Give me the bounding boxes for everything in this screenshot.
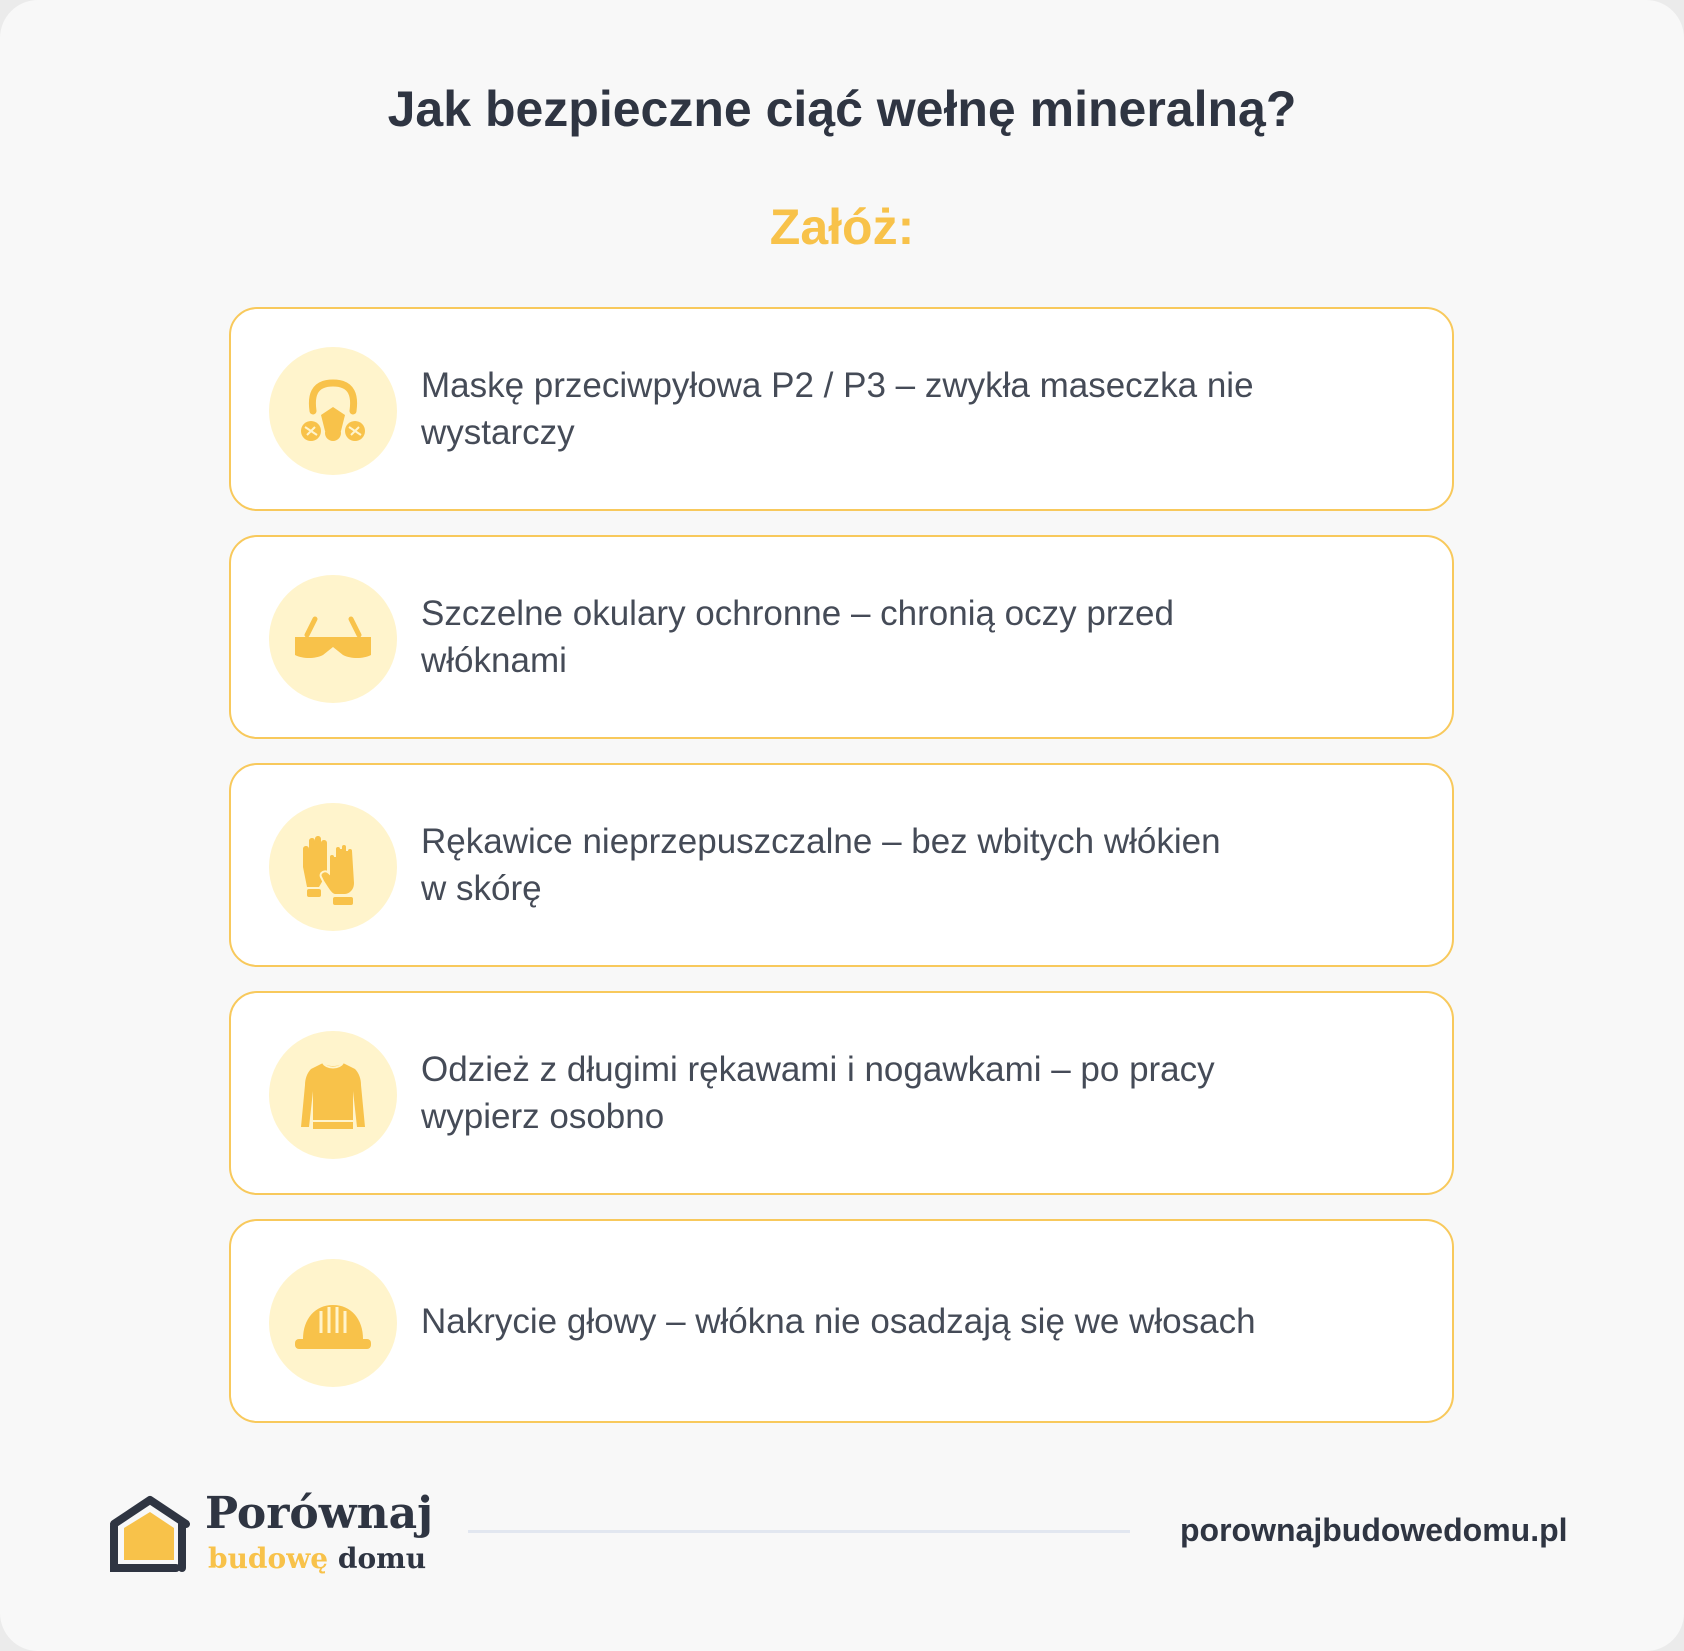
list-item-mask — [229, 307, 1454, 511]
long-sleeve-shirt-icon — [269, 1031, 397, 1159]
brand-logo — [110, 1488, 450, 1578]
safety-goggles-icon — [269, 575, 397, 703]
respirator-mask-icon — [269, 347, 397, 475]
item-text — [421, 537, 1421, 737]
list-item-gloves — [229, 763, 1454, 967]
gloves-icon — [269, 803, 397, 931]
list-item-clothing — [229, 991, 1454, 1195]
item-text-line2: wystarczy — [421, 413, 575, 452]
list-item-headwear — [229, 1219, 1454, 1423]
item-text-line1: Nakrycie głowy – włókna nie osadzają się we włosach — [421, 1301, 1256, 1341]
page-title: Jak bezpieczne ciąć wełnę mineralną? — [387, 81, 1297, 137]
item-text-line1: Rękawice nieprzepuszczalne – bez wbitych włókien — [421, 822, 1221, 861]
item-text — [421, 309, 1421, 509]
logo-text-main: Porównaj — [205, 1488, 434, 1539]
footer-divider — [468, 1530, 1130, 1533]
hard-hat-icon — [269, 1259, 397, 1387]
item-text — [421, 1221, 1421, 1421]
item-text-line1: Maskę przeciwpyłowa P2 / P3 – zwykła maseczka nie — [421, 366, 1254, 405]
logo-text-sub — [208, 1542, 426, 1575]
footer-url: porownajbudowedomu.pl — [1180, 1512, 1568, 1548]
item-text-line1: Odzież z długimi rękawami i nogawkami – po pracy — [421, 1050, 1215, 1089]
item-text-line2: włóknami — [421, 641, 567, 680]
page-subtitle: Załóż: — [769, 199, 915, 255]
logo-text-sub-b: domu — [337, 1542, 427, 1575]
item-text — [421, 765, 1421, 965]
house-logo-icon — [110, 1492, 190, 1574]
item-text — [421, 993, 1421, 1193]
list-item-goggles — [229, 535, 1454, 739]
item-text-line2: w skórę — [421, 869, 542, 908]
item-text-line2: wypierz osobno — [421, 1097, 665, 1136]
logo-text-sub-a: budowę — [208, 1542, 329, 1575]
item-text-line1: Szczelne okulary ochronne – chronią oczy przed — [421, 594, 1174, 633]
